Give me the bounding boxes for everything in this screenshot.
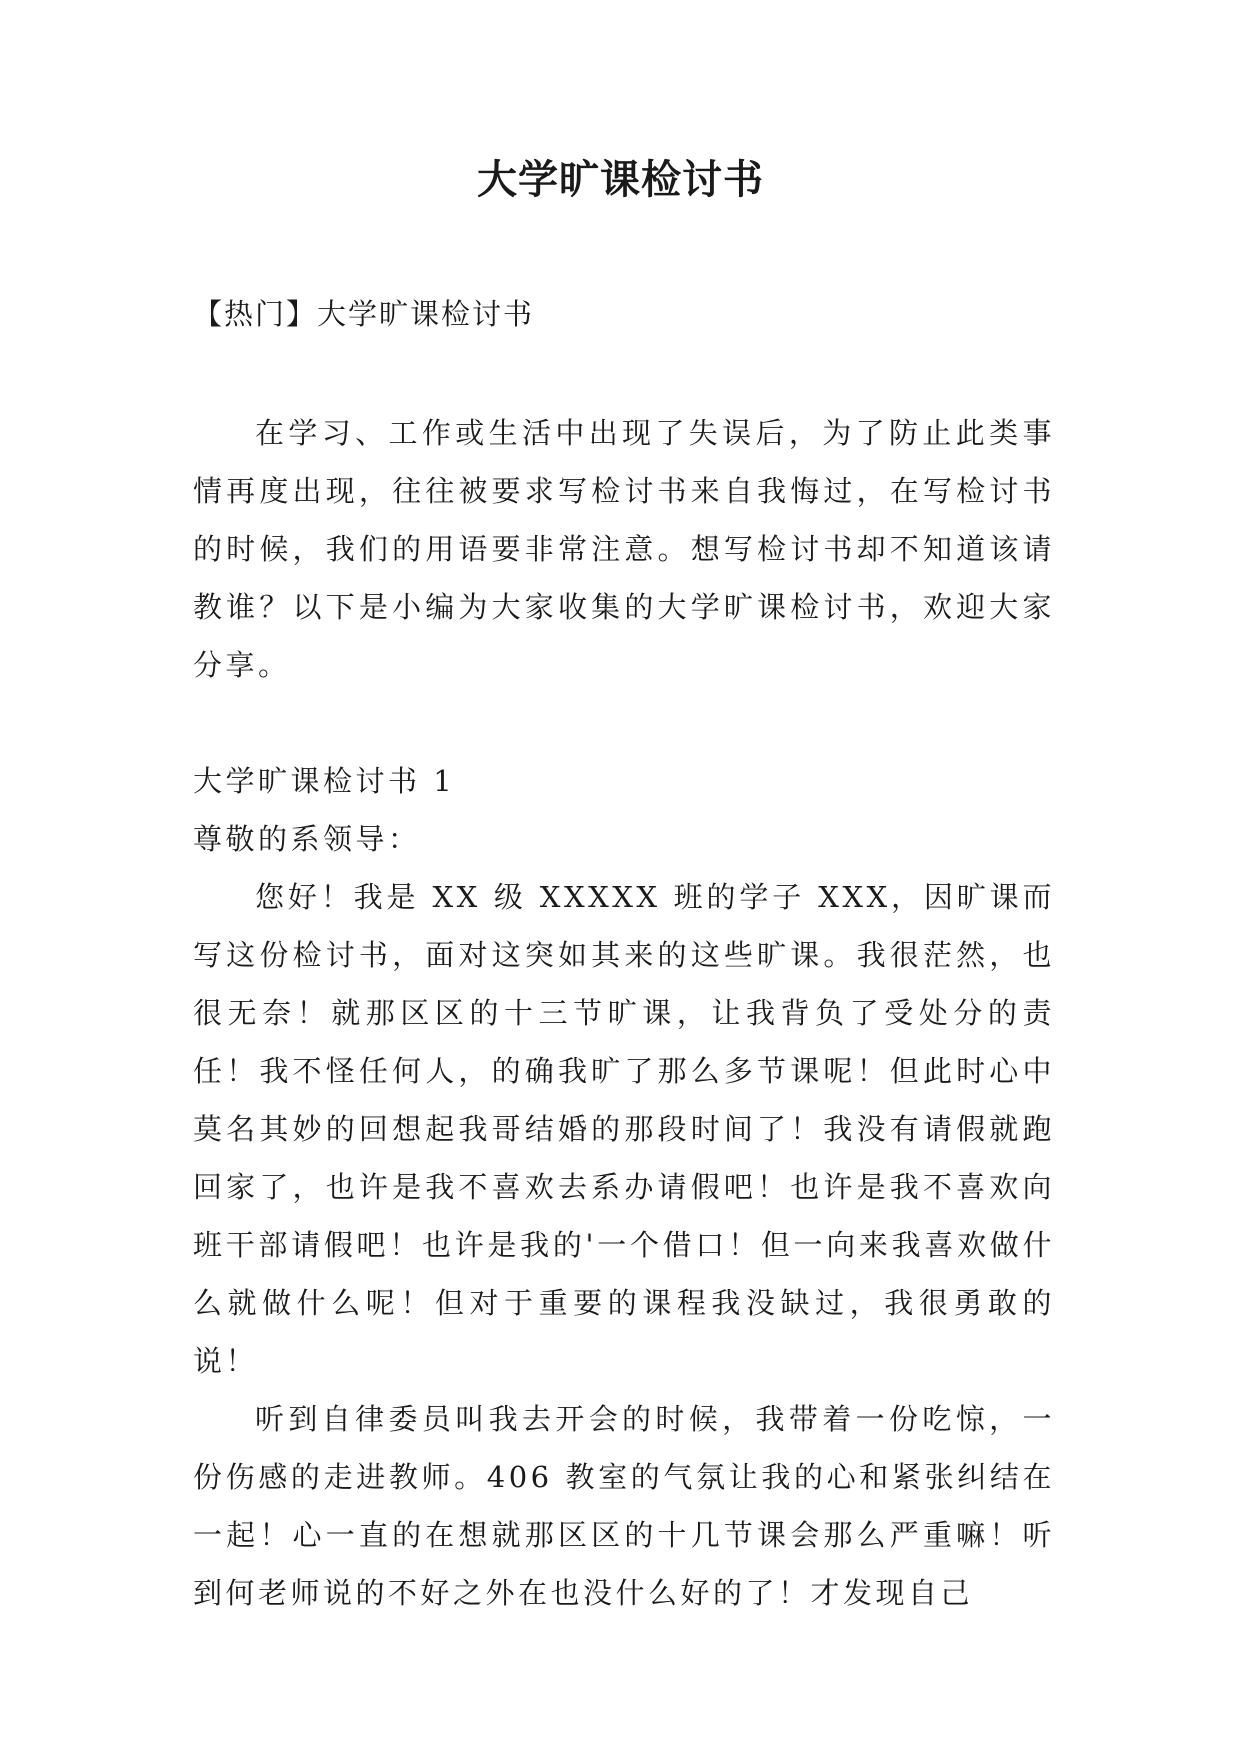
letter-paragraph-2: 听到自律委员叫我去开会的时候，我带着一份吃惊，一份伤感的走进教师。406 教室的气氛让我的心和紧张纠结在一起！心一直的在想就那区区的十几节课会那么严重嘛！听到何老师说的不好之外在也没什么好的了！才发现自己 (193, 1402, 1055, 1610)
letter-section (193, 752, 1055, 1622)
document-title: 大学旷课检讨书 (477, 156, 764, 203)
section-heading: 大学旷课检讨书 1 (193, 764, 456, 798)
intro-paragraph: 在学习、工作或生活中出现了失误后，为了防止此类事情再度出现，往往被要求写检讨书来自我悔过，在写检讨书的时候，我们的用语要非常注意。想写检讨书却不知道该请教谁？以下是小编为大家收集的大学旷课检讨书，欢迎大家分享。 (193, 416, 1055, 682)
intro-section (193, 404, 1055, 694)
document-subtitle: 【热门】大学旷课检讨书 (193, 297, 535, 331)
letter-paragraph-1: 您好！我是 XX 级 XXXXX 班的学子 XXX，因旷课而写这份检讨书，面对这突如其来的这些旷课。我很茫然，也很无奈！就那区区的十三节旷课，让我背负了受处分的责任！我不怪任何人，的确我旷了那么多节课呢！但此时心中莫名其妙的回想起我哥结婚的那段时间了！我没有请假就跑回家了，也许是我不喜欢去系办请假吧！也许是我不喜欢向班干部请假吧！也许是我的'一个借口！但一向来我喜欢做什么就做什么呢！但对于重要的课程我没缺过，我很勇敢的说！ (193, 880, 1055, 1378)
salutation: 尊敬的系领导： (193, 822, 421, 856)
